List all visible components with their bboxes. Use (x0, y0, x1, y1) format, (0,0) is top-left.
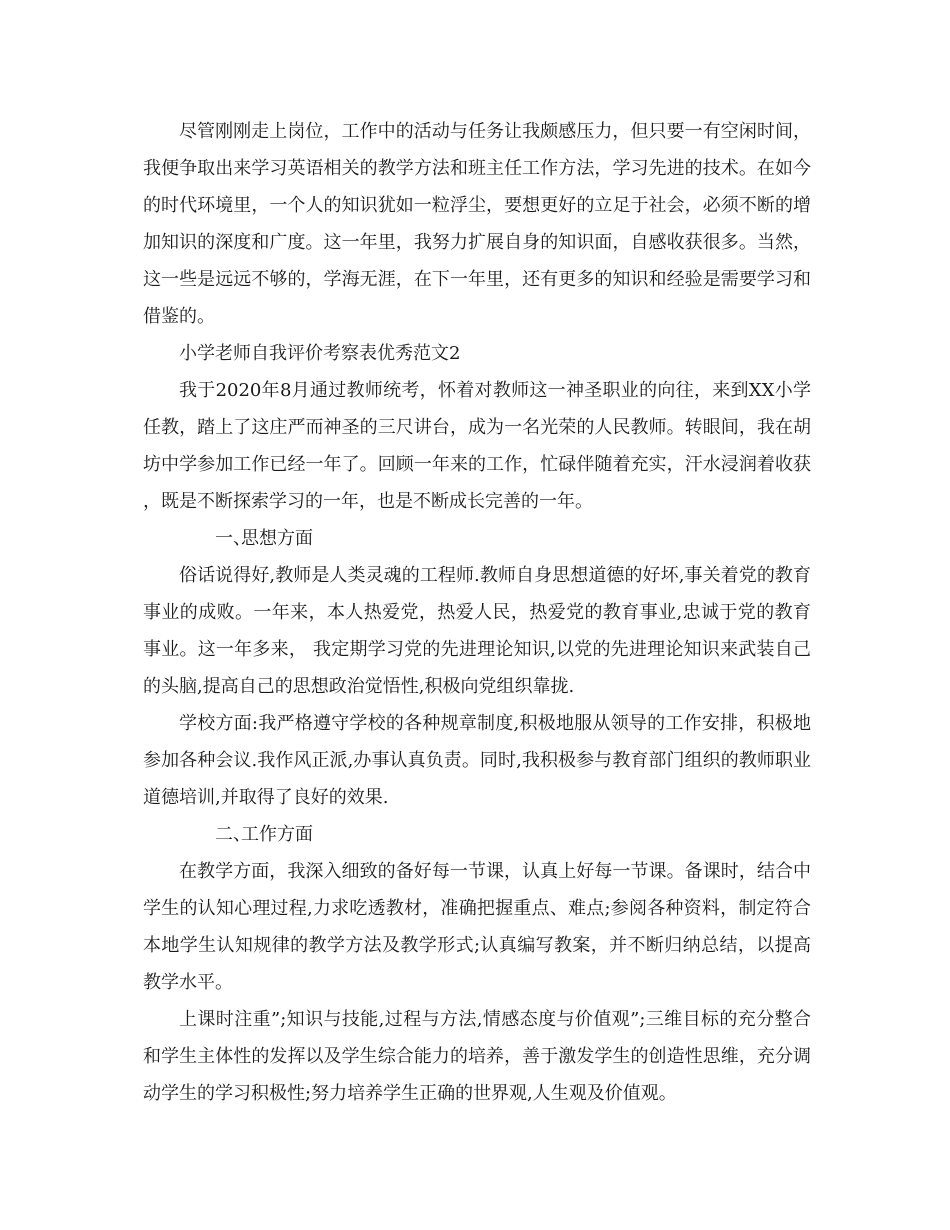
paragraph-self-study: 尽管刚刚走上岗位，工作中的活动与任务让我颇感压力，但只要一有空闲时间，我便争取出来学习英语相关的教学方法和班主任工作方法，学习先进的技术。在如今的时代环境里，一个人的知识犹如一粒浮尘，要想更好的立足于社会，必须不断的增加知识的深度和广度。这一年里，我努力扩展自身的知识面，自感收获很多。当然，这一些是远远不够的，学海无涯，在下一年里，还有更多的知识和经验是需要学习和借鉴的。 (143, 121, 811, 327)
paragraph-teaching: 在教学方面，我深入细致的备好每一节课，认真上好每一节课。备课时，结合中学生的认知心理过程,力求吃透教材，准确把握重点、难点;参阅各种资料，制定符合本地学生认知规律的教学方法及教学形式;认真编写教案，并不断归纳总结，以提高教学水平。 (143, 861, 811, 993)
heading-thought (143, 520, 811, 557)
heading-label: 工作方面 (241, 824, 313, 845)
document-body (143, 113, 811, 1112)
heading-label: 思想方面 (241, 528, 313, 549)
section-title-sample-2: 小学老师自我评价考察表优秀范文2 (179, 343, 461, 364)
heading-work (143, 816, 811, 853)
heading-number: 二、 (215, 824, 251, 845)
heading-number: 一、 (215, 528, 251, 549)
paragraph-school: 学校方面:我严格遵守学校的各种规章制度,积极地服从领导的工作安排，积极地参加各种会议.我作风正派,办事认真负责。同时,我积极参与教育部门组织的教师职业道德培训,并取得了良好的效果. (143, 713, 811, 808)
paragraph-thought: 俗话说得好,教师是人类灵魂的工程师.教师自身思想道德的好坏,事关着党的教育事业的成败。一年来，本人热爱党，热爱人民，热爱党的教育事业,忠诚于党的教育事业。这一年多来， 我定期学习党的先进理论知识,以党的先进理论知识来武装自己的头脑,提高自己的思想政治觉悟性,积极向党组织靠拢. (143, 565, 811, 697)
paragraph-class: 上课时注重”;知识与技能,过程与方法,情感态度与价值观”;三维目标的充分整合和学生主体性的发挥以及学生综合能力的培养，善于激发学生的创造性思维，充分调动学生的学习积极性;努力培养学生正确的世界观,人生观及价值观。 (143, 1009, 811, 1104)
paragraph-introduction: 我于2020年8月通过教师统考，怀着对教师这一神圣职业的向往，来到XX小学任教，踏上了这庄严而神圣的三尺讲台，成为一名光荣的人民教师。转眼间，我在胡坊中学参加工作已经一年了。回顾一年来的工作，忙碌伴随着充实，汗水浸润着收获，既是不断探索学习的一年，也是不断成长完善的一年。 (143, 380, 811, 512)
